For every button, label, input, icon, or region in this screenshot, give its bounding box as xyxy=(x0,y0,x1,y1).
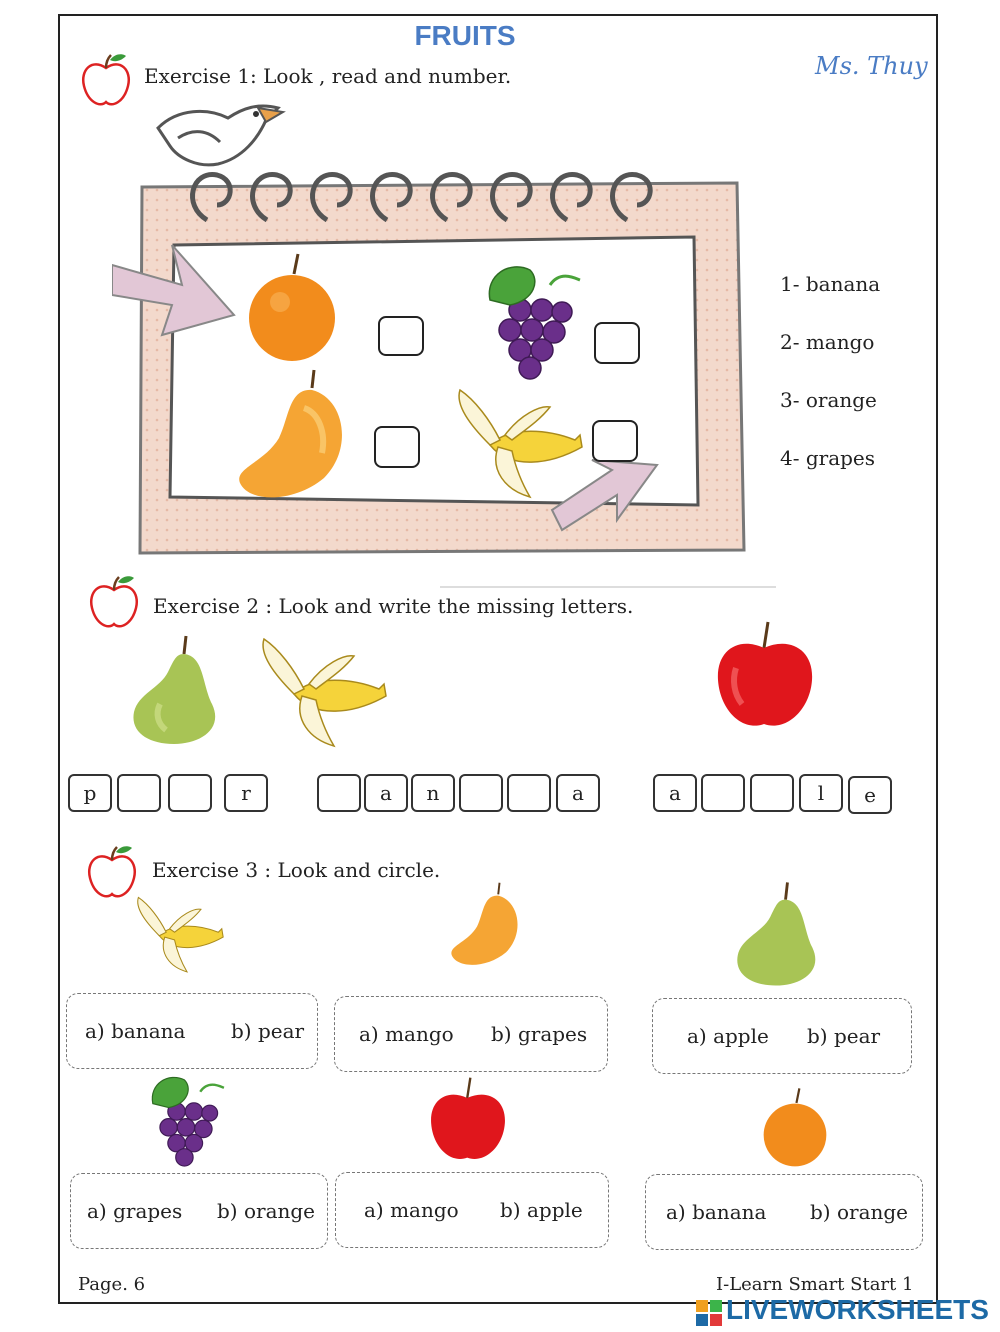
option-a[interactable]: a) banana xyxy=(666,1200,767,1224)
letter-box: p xyxy=(68,774,112,812)
letter-input-box[interactable] xyxy=(168,774,212,812)
answer-option-box xyxy=(70,1173,328,1249)
apple-outline-icon xyxy=(78,50,134,110)
option-b[interactable]: b) orange xyxy=(810,1200,909,1224)
letter-input-box[interactable] xyxy=(459,774,503,812)
option-b[interactable]: b) orange xyxy=(217,1199,316,1223)
pear-illustration xyxy=(734,880,818,988)
letter-box: e xyxy=(848,776,892,814)
answer-option-box xyxy=(334,996,608,1072)
number-answer-box[interactable] xyxy=(378,316,424,356)
apple-illustration xyxy=(714,618,816,734)
page-number: Page. 6 xyxy=(78,1274,146,1295)
author-name: Ms. Thuy xyxy=(815,52,928,80)
word-list-item: 4- grapes xyxy=(780,446,876,470)
answer-option-box xyxy=(335,1172,609,1248)
answer-option-box xyxy=(645,1174,923,1250)
option-b[interactable]: b) pear xyxy=(807,1024,881,1048)
liveworksheets-brand[interactable]: LIVEWORKSHEETS xyxy=(726,1294,989,1325)
mango-illustration xyxy=(234,368,352,500)
option-a[interactable]: a) banana xyxy=(85,1019,186,1043)
word-list-item: 2- mango xyxy=(780,330,875,354)
letter-box: l xyxy=(799,774,843,812)
exercise2-title: Exercise 2 : Look and write the missing letters. xyxy=(153,594,634,618)
exercise3-title: Exercise 3 : Look and circle. xyxy=(152,858,441,882)
worksheet-title: FRUITS xyxy=(414,20,516,51)
letter-box: n xyxy=(411,774,455,812)
letter-box: r xyxy=(224,774,268,812)
orange-illustration xyxy=(760,1086,830,1168)
option-a[interactable]: a) apple xyxy=(687,1024,769,1048)
option-b[interactable]: b) pear xyxy=(231,1019,305,1043)
banana-illustration xyxy=(450,385,584,503)
answer-option-box xyxy=(66,993,318,1069)
letter-input-box[interactable] xyxy=(317,774,361,812)
letter-input-box[interactable] xyxy=(117,774,161,812)
pear-illustration xyxy=(130,634,218,746)
letter-box: a xyxy=(653,774,697,812)
option-b[interactable]: b) grapes xyxy=(491,1022,588,1046)
answer-option-box xyxy=(652,998,912,1074)
letter-input-box[interactable] xyxy=(507,774,551,812)
book-title: I-Learn Smart Start 1 xyxy=(716,1274,914,1295)
orange-illustration xyxy=(244,252,340,362)
option-a[interactable]: a) mango xyxy=(364,1198,459,1222)
number-answer-box[interactable] xyxy=(374,426,420,468)
divider-line xyxy=(440,586,776,588)
option-a[interactable]: a) mango xyxy=(359,1022,454,1046)
letter-box: a xyxy=(556,774,600,812)
exercise1-title: Exercise 1: Look , read and number. xyxy=(144,64,512,88)
word-list-item: 1- banana xyxy=(780,272,881,296)
option-a[interactable]: a) grapes xyxy=(87,1199,183,1223)
grapes-illustration xyxy=(480,260,584,384)
exercise1-word-list xyxy=(780,272,880,504)
option-b[interactable]: b) apple xyxy=(500,1198,583,1222)
grapes-illustration xyxy=(144,1072,228,1170)
apple-outline-icon xyxy=(86,572,142,632)
apple-outline-icon xyxy=(84,842,140,902)
mango-illustration xyxy=(448,880,524,968)
liveworksheets-logo-icon xyxy=(696,1300,722,1326)
letter-input-box[interactable] xyxy=(750,774,794,812)
banana-illustration xyxy=(254,634,388,752)
number-answer-box[interactable] xyxy=(592,420,638,462)
letter-box: a xyxy=(364,774,408,812)
apple-illustration xyxy=(428,1074,508,1166)
letter-input-box[interactable] xyxy=(701,774,745,812)
calendar-frame-illustration xyxy=(112,165,748,560)
word-list-item: 3- orange xyxy=(780,388,877,412)
number-answer-box[interactable] xyxy=(594,322,640,364)
banana-illustration xyxy=(130,894,226,976)
